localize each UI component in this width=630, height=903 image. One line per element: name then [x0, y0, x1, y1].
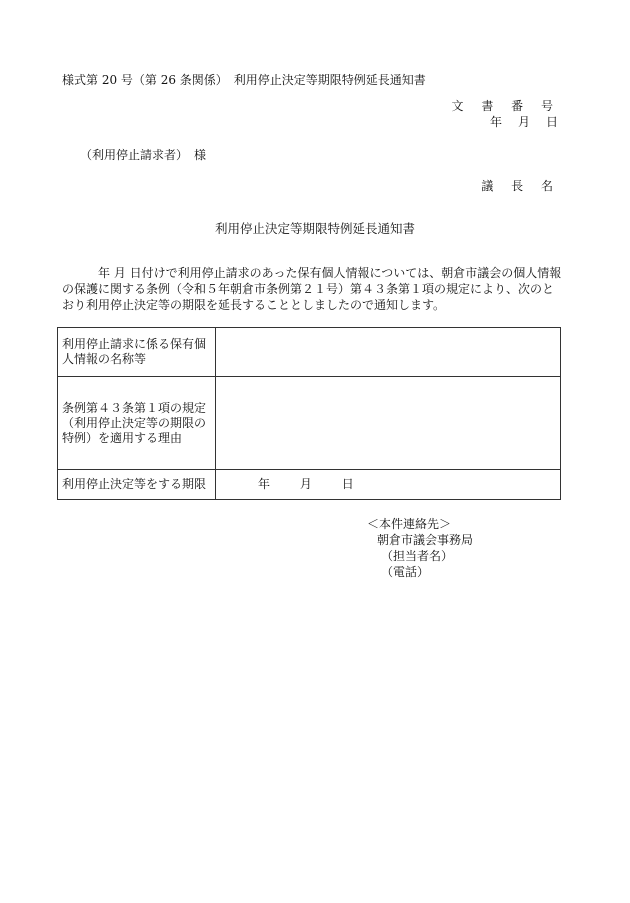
row-label [58, 328, 216, 377]
contact-person: （担当者名） [381, 549, 454, 563]
sender-name: 議 長 名 [481, 179, 560, 193]
contact-block [367, 516, 473, 580]
row-label [58, 470, 216, 500]
contact-office: 朝倉市議会事務局 [377, 533, 474, 547]
table-row [58, 377, 561, 470]
detail-table [57, 327, 561, 500]
label-line: （利用停止決定等の期限の [62, 415, 207, 430]
form-label: 様式第 20 号（第 26 条関係） 利用停止決定等期限特例延長通知書 [62, 73, 426, 87]
document-date-label: 年 月 日 [489, 115, 560, 129]
table-row [58, 328, 561, 377]
contact-heading: ＜本件連絡先＞ [367, 517, 452, 531]
contact-phone: （電話） [381, 565, 430, 579]
table-row [58, 470, 561, 500]
label-line: 特例）を適用する理由 [62, 430, 183, 445]
recipient-line: （利用停止請求者） 様 [80, 148, 207, 162]
label-line: 利用停止請求に係る保有個 [62, 337, 207, 351]
row-value [216, 377, 561, 470]
document-title: 利用停止決定等期限特例延長通知書 [214, 221, 415, 236]
month-unit: 月 [299, 477, 312, 491]
document-number-label: 文 書 番 号 [451, 99, 560, 113]
body-paragraph: 年 月 日付けで利用停止請求のあった保有個人情報については、朝倉市議会の個人情報の保護に関する条例（令和５年朝倉市条例第２１号）第４３条第１項の規定により、次のとおり利用停止決定等の期限を延長することとしましたので通知します。 [62, 266, 562, 312]
row-label [58, 377, 216, 470]
day-unit: 日 [341, 477, 354, 491]
label-line: 利用停止決定等をする期限 [62, 477, 207, 491]
label-line: 条例第４３条第１項の規定 [62, 400, 207, 415]
deadline-date-value [216, 470, 561, 500]
year-unit: 年 [258, 477, 271, 491]
row-value [216, 328, 561, 377]
label-line: 人情報の名称等 [62, 352, 147, 366]
